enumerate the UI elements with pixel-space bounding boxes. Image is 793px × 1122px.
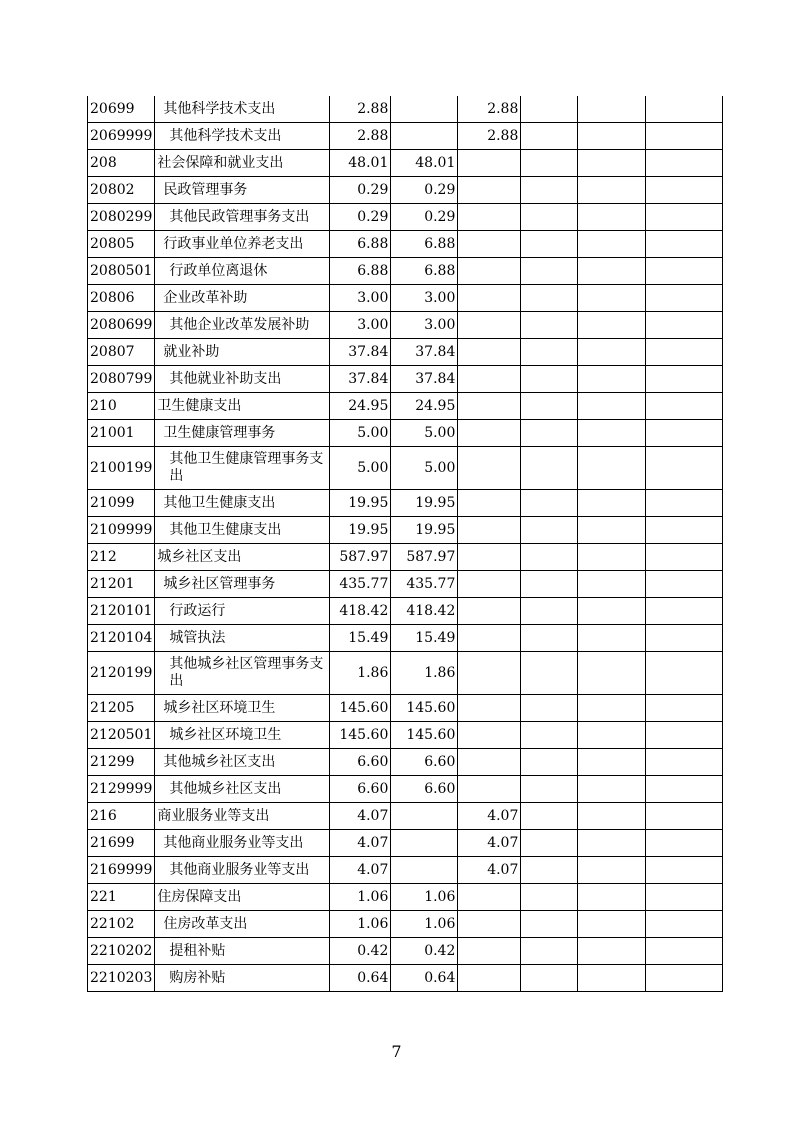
item-name-cell: 其他科学技术支出 xyxy=(155,123,330,150)
empty-cell xyxy=(521,366,578,393)
basic-expense-cell: 24.95 xyxy=(391,393,458,420)
empty-cell xyxy=(646,339,723,366)
empty-cell xyxy=(646,911,723,938)
empty-cell xyxy=(521,965,578,992)
empty-cell xyxy=(646,393,723,420)
project-expense-cell xyxy=(458,571,521,598)
table-row xyxy=(88,258,723,285)
empty-cell xyxy=(646,204,723,231)
budget-table xyxy=(87,96,723,992)
total-cell: 3.00 xyxy=(330,285,391,312)
empty-cell xyxy=(578,830,646,857)
total-cell: 145.60 xyxy=(330,695,391,722)
project-expense-cell: 4.07 xyxy=(458,830,521,857)
empty-cell xyxy=(521,749,578,776)
empty-cell xyxy=(578,366,646,393)
total-cell: 0.29 xyxy=(330,204,391,231)
empty-cell xyxy=(521,123,578,150)
table-row xyxy=(88,544,723,571)
table-row xyxy=(88,776,723,803)
basic-expense-cell: 1.06 xyxy=(391,884,458,911)
code-cell: 2120101 xyxy=(88,598,155,625)
empty-cell xyxy=(646,96,723,123)
item-name-cell: 其他科学技术支出 xyxy=(155,96,330,123)
empty-cell xyxy=(521,598,578,625)
item-name-cell: 其他城乡社区支出 xyxy=(155,776,330,803)
item-name-cell: 城乡社区环境卫生 xyxy=(155,695,330,722)
empty-cell xyxy=(646,571,723,598)
code-cell: 2069999 xyxy=(88,123,155,150)
total-cell: 2.88 xyxy=(330,96,391,123)
project-expense-cell xyxy=(458,598,521,625)
item-name-cell: 其他城乡社区管理事务支出 xyxy=(155,652,330,695)
table-row xyxy=(88,123,723,150)
empty-cell xyxy=(578,652,646,695)
table-row xyxy=(88,598,723,625)
empty-cell xyxy=(521,150,578,177)
basic-expense-cell: 145.60 xyxy=(391,695,458,722)
empty-cell xyxy=(521,625,578,652)
empty-cell xyxy=(646,544,723,571)
empty-cell xyxy=(521,571,578,598)
basic-expense-cell: 5.00 xyxy=(391,447,458,490)
project-expense-cell xyxy=(458,625,521,652)
empty-cell xyxy=(521,803,578,830)
project-expense-cell xyxy=(458,177,521,204)
empty-cell xyxy=(578,571,646,598)
item-name-cell: 其他卫生健康支出 xyxy=(155,490,330,517)
empty-cell xyxy=(646,517,723,544)
empty-cell xyxy=(646,150,723,177)
item-name-cell: 其他卫生健康支出 xyxy=(155,517,330,544)
empty-cell xyxy=(521,231,578,258)
table-row xyxy=(88,366,723,393)
code-cell: 20806 xyxy=(88,285,155,312)
project-expense-cell xyxy=(458,150,521,177)
table-row xyxy=(88,695,723,722)
empty-cell xyxy=(578,339,646,366)
code-cell: 22102 xyxy=(88,911,155,938)
table-row xyxy=(88,420,723,447)
item-name-cell: 其他卫生健康管理事务支出 xyxy=(155,447,330,490)
basic-expense-cell: 48.01 xyxy=(391,150,458,177)
item-name-cell: 行政运行 xyxy=(155,598,330,625)
item-name-cell: 其他商业服务业等支出 xyxy=(155,830,330,857)
total-cell: 0.64 xyxy=(330,965,391,992)
item-name-cell: 民政管理事务 xyxy=(155,177,330,204)
item-name-cell: 城管执法 xyxy=(155,625,330,652)
code-cell: 21001 xyxy=(88,420,155,447)
item-name-cell: 商业服务业等支出 xyxy=(155,803,330,830)
total-cell: 5.00 xyxy=(330,447,391,490)
basic-expense-cell: 15.49 xyxy=(391,625,458,652)
project-expense-cell xyxy=(458,776,521,803)
table-row xyxy=(88,447,723,490)
code-cell: 20807 xyxy=(88,339,155,366)
project-expense-cell xyxy=(458,652,521,695)
empty-cell xyxy=(646,884,723,911)
item-name-cell: 就业补助 xyxy=(155,339,330,366)
item-name-cell: 行政事业单位养老支出 xyxy=(155,231,330,258)
code-cell: 2100199 xyxy=(88,447,155,490)
total-cell: 1.06 xyxy=(330,884,391,911)
basic-expense-cell: 37.84 xyxy=(391,366,458,393)
total-cell: 4.07 xyxy=(330,830,391,857)
empty-cell xyxy=(521,258,578,285)
empty-cell xyxy=(646,366,723,393)
empty-cell xyxy=(521,490,578,517)
basic-expense-cell: 3.00 xyxy=(391,312,458,339)
empty-cell xyxy=(521,96,578,123)
table-row xyxy=(88,911,723,938)
empty-cell xyxy=(578,884,646,911)
item-name-cell: 城乡社区支出 xyxy=(155,544,330,571)
table-row xyxy=(88,749,723,776)
empty-cell xyxy=(578,258,646,285)
empty-cell xyxy=(646,830,723,857)
empty-cell xyxy=(646,123,723,150)
code-cell: 2169999 xyxy=(88,857,155,884)
item-name-cell: 其他民政管理事务支出 xyxy=(155,204,330,231)
empty-cell xyxy=(578,965,646,992)
project-expense-cell: 2.88 xyxy=(458,123,521,150)
table-row xyxy=(88,652,723,695)
empty-cell xyxy=(521,339,578,366)
empty-cell xyxy=(521,722,578,749)
empty-cell xyxy=(578,204,646,231)
total-cell: 48.01 xyxy=(330,150,391,177)
table-row xyxy=(88,884,723,911)
total-cell: 6.88 xyxy=(330,231,391,258)
project-expense-cell xyxy=(458,695,521,722)
project-expense-cell xyxy=(458,965,521,992)
code-cell: 2210203 xyxy=(88,965,155,992)
project-expense-cell xyxy=(458,517,521,544)
empty-cell xyxy=(646,722,723,749)
basic-expense-cell: 435.77 xyxy=(391,571,458,598)
empty-cell xyxy=(646,598,723,625)
basic-expense-cell: 37.84 xyxy=(391,339,458,366)
basic-expense-cell xyxy=(391,830,458,857)
empty-cell xyxy=(578,749,646,776)
total-cell: 3.00 xyxy=(330,312,391,339)
empty-cell xyxy=(521,544,578,571)
project-expense-cell xyxy=(458,204,521,231)
empty-cell xyxy=(521,857,578,884)
code-cell: 21299 xyxy=(88,749,155,776)
basic-expense-cell: 1.86 xyxy=(391,652,458,695)
empty-cell xyxy=(646,177,723,204)
empty-cell xyxy=(646,285,723,312)
empty-cell xyxy=(646,231,723,258)
basic-expense-cell: 6.60 xyxy=(391,776,458,803)
code-cell: 2120501 xyxy=(88,722,155,749)
code-cell: 2080501 xyxy=(88,258,155,285)
empty-cell xyxy=(578,544,646,571)
total-cell: 587.97 xyxy=(330,544,391,571)
item-name-cell: 住房保障支出 xyxy=(155,884,330,911)
item-name-cell: 城乡社区环境卫生 xyxy=(155,722,330,749)
code-cell: 20699 xyxy=(88,96,155,123)
empty-cell xyxy=(578,123,646,150)
total-cell: 19.95 xyxy=(330,490,391,517)
project-expense-cell xyxy=(458,490,521,517)
code-cell: 21099 xyxy=(88,490,155,517)
empty-cell xyxy=(578,938,646,965)
table-row xyxy=(88,490,723,517)
table-row xyxy=(88,231,723,258)
total-cell: 418.42 xyxy=(330,598,391,625)
empty-cell xyxy=(521,938,578,965)
table-row xyxy=(88,571,723,598)
code-cell: 2080299 xyxy=(88,204,155,231)
total-cell: 19.95 xyxy=(330,517,391,544)
code-cell: 20802 xyxy=(88,177,155,204)
total-cell: 6.60 xyxy=(330,776,391,803)
empty-cell xyxy=(578,803,646,830)
code-cell: 2080799 xyxy=(88,366,155,393)
total-cell: 145.60 xyxy=(330,722,391,749)
empty-cell xyxy=(578,177,646,204)
basic-expense-cell: 418.42 xyxy=(391,598,458,625)
basic-expense-cell: 0.29 xyxy=(391,204,458,231)
code-cell: 2080699 xyxy=(88,312,155,339)
project-expense-cell xyxy=(458,366,521,393)
empty-cell xyxy=(646,965,723,992)
table-row xyxy=(88,938,723,965)
empty-cell xyxy=(646,938,723,965)
empty-cell xyxy=(578,447,646,490)
empty-cell xyxy=(646,776,723,803)
code-cell: 210 xyxy=(88,393,155,420)
basic-expense-cell: 19.95 xyxy=(391,517,458,544)
project-expense-cell: 4.07 xyxy=(458,857,521,884)
empty-cell xyxy=(521,204,578,231)
total-cell: 4.07 xyxy=(330,803,391,830)
empty-cell xyxy=(578,312,646,339)
project-expense-cell xyxy=(458,312,521,339)
empty-cell xyxy=(521,447,578,490)
code-cell: 208 xyxy=(88,150,155,177)
empty-cell xyxy=(578,857,646,884)
empty-cell xyxy=(578,695,646,722)
empty-cell xyxy=(646,625,723,652)
item-name-cell: 行政单位离退休 xyxy=(155,258,330,285)
empty-cell xyxy=(646,447,723,490)
empty-cell xyxy=(646,749,723,776)
empty-cell xyxy=(578,285,646,312)
empty-cell xyxy=(521,884,578,911)
project-expense-cell xyxy=(458,285,521,312)
code-cell: 216 xyxy=(88,803,155,830)
code-cell: 2129999 xyxy=(88,776,155,803)
empty-cell xyxy=(521,695,578,722)
item-name-cell: 其他企业改革发展补助 xyxy=(155,312,330,339)
empty-cell xyxy=(646,652,723,695)
empty-cell xyxy=(646,803,723,830)
table-row xyxy=(88,312,723,339)
total-cell: 435.77 xyxy=(330,571,391,598)
table-row xyxy=(88,393,723,420)
empty-cell xyxy=(521,177,578,204)
table-row xyxy=(88,625,723,652)
basic-expense-cell: 6.88 xyxy=(391,258,458,285)
table-body xyxy=(88,96,723,992)
basic-expense-cell xyxy=(391,96,458,123)
empty-cell xyxy=(578,393,646,420)
item-name-cell: 购房补贴 xyxy=(155,965,330,992)
table-row xyxy=(88,177,723,204)
empty-cell xyxy=(578,625,646,652)
table-row xyxy=(88,96,723,123)
empty-cell xyxy=(646,695,723,722)
empty-cell xyxy=(578,911,646,938)
empty-cell xyxy=(521,830,578,857)
item-name-cell: 企业改革补助 xyxy=(155,285,330,312)
empty-cell xyxy=(521,517,578,544)
empty-cell xyxy=(646,857,723,884)
table-row xyxy=(88,285,723,312)
project-expense-cell xyxy=(458,258,521,285)
basic-expense-cell: 587.97 xyxy=(391,544,458,571)
total-cell: 0.42 xyxy=(330,938,391,965)
project-expense-cell xyxy=(458,231,521,258)
total-cell: 37.84 xyxy=(330,339,391,366)
empty-cell xyxy=(578,722,646,749)
basic-expense-cell: 6.60 xyxy=(391,749,458,776)
total-cell: 1.86 xyxy=(330,652,391,695)
code-cell: 212 xyxy=(88,544,155,571)
item-name-cell: 其他城乡社区支出 xyxy=(155,749,330,776)
code-cell: 2210202 xyxy=(88,938,155,965)
total-cell: 5.00 xyxy=(330,420,391,447)
total-cell: 6.60 xyxy=(330,749,391,776)
basic-expense-cell xyxy=(391,123,458,150)
item-name-cell: 其他就业补助支出 xyxy=(155,366,330,393)
empty-cell xyxy=(521,285,578,312)
basic-expense-cell: 1.06 xyxy=(391,911,458,938)
table-row xyxy=(88,965,723,992)
empty-cell xyxy=(646,490,723,517)
project-expense-cell xyxy=(458,339,521,366)
item-name-cell: 其他商业服务业等支出 xyxy=(155,857,330,884)
project-expense-cell xyxy=(458,420,521,447)
empty-cell xyxy=(521,312,578,339)
total-cell: 37.84 xyxy=(330,366,391,393)
empty-cell xyxy=(578,776,646,803)
table-row xyxy=(88,803,723,830)
empty-cell xyxy=(578,517,646,544)
empty-cell xyxy=(521,911,578,938)
empty-cell xyxy=(578,150,646,177)
item-name-cell: 社会保障和就业支出 xyxy=(155,150,330,177)
code-cell: 20805 xyxy=(88,231,155,258)
empty-cell xyxy=(578,96,646,123)
basic-expense-cell: 0.42 xyxy=(391,938,458,965)
project-expense-cell xyxy=(458,393,521,420)
table-row xyxy=(88,830,723,857)
total-cell: 24.95 xyxy=(330,393,391,420)
item-name-cell: 卫生健康管理事务 xyxy=(155,420,330,447)
basic-expense-cell: 145.60 xyxy=(391,722,458,749)
item-name-cell: 卫生健康支出 xyxy=(155,393,330,420)
project-expense-cell xyxy=(458,884,521,911)
total-cell: 15.49 xyxy=(330,625,391,652)
empty-cell xyxy=(646,420,723,447)
project-expense-cell xyxy=(458,938,521,965)
project-expense-cell xyxy=(458,722,521,749)
total-cell: 4.07 xyxy=(330,857,391,884)
project-expense-cell xyxy=(458,544,521,571)
code-cell: 2109999 xyxy=(88,517,155,544)
project-expense-cell xyxy=(458,911,521,938)
page-number: 7 xyxy=(391,1042,402,1061)
table-row xyxy=(88,722,723,749)
total-cell: 1.06 xyxy=(330,911,391,938)
basic-expense-cell: 0.64 xyxy=(391,965,458,992)
empty-cell xyxy=(521,420,578,447)
empty-cell xyxy=(578,420,646,447)
total-cell: 2.88 xyxy=(330,123,391,150)
empty-cell xyxy=(578,231,646,258)
code-cell: 221 xyxy=(88,884,155,911)
basic-expense-cell: 19.95 xyxy=(391,490,458,517)
code-cell: 21201 xyxy=(88,571,155,598)
code-cell: 21205 xyxy=(88,695,155,722)
basic-expense-cell: 6.88 xyxy=(391,231,458,258)
table-row xyxy=(88,204,723,231)
code-cell: 21699 xyxy=(88,830,155,857)
item-name-cell: 住房改革支出 xyxy=(155,911,330,938)
table-row xyxy=(88,517,723,544)
empty-cell xyxy=(646,258,723,285)
empty-cell xyxy=(521,393,578,420)
code-cell: 2120104 xyxy=(88,625,155,652)
basic-expense-cell xyxy=(391,803,458,830)
project-expense-cell: 4.07 xyxy=(458,803,521,830)
table-row xyxy=(88,150,723,177)
total-cell: 0.29 xyxy=(330,177,391,204)
code-cell: 2120199 xyxy=(88,652,155,695)
total-cell: 6.88 xyxy=(330,258,391,285)
basic-expense-cell xyxy=(391,857,458,884)
empty-cell xyxy=(521,776,578,803)
empty-cell xyxy=(521,652,578,695)
basic-expense-cell: 0.29 xyxy=(391,177,458,204)
empty-cell xyxy=(646,312,723,339)
table-row xyxy=(88,339,723,366)
project-expense-cell xyxy=(458,749,521,776)
empty-cell xyxy=(578,490,646,517)
item-name-cell: 城乡社区管理事务 xyxy=(155,571,330,598)
basic-expense-cell: 3.00 xyxy=(391,285,458,312)
project-expense-cell: 2.88 xyxy=(458,96,521,123)
table-row xyxy=(88,857,723,884)
empty-cell xyxy=(578,598,646,625)
basic-expense-cell: 5.00 xyxy=(391,420,458,447)
project-expense-cell xyxy=(458,447,521,490)
item-name-cell: 提租补贴 xyxy=(155,938,330,965)
